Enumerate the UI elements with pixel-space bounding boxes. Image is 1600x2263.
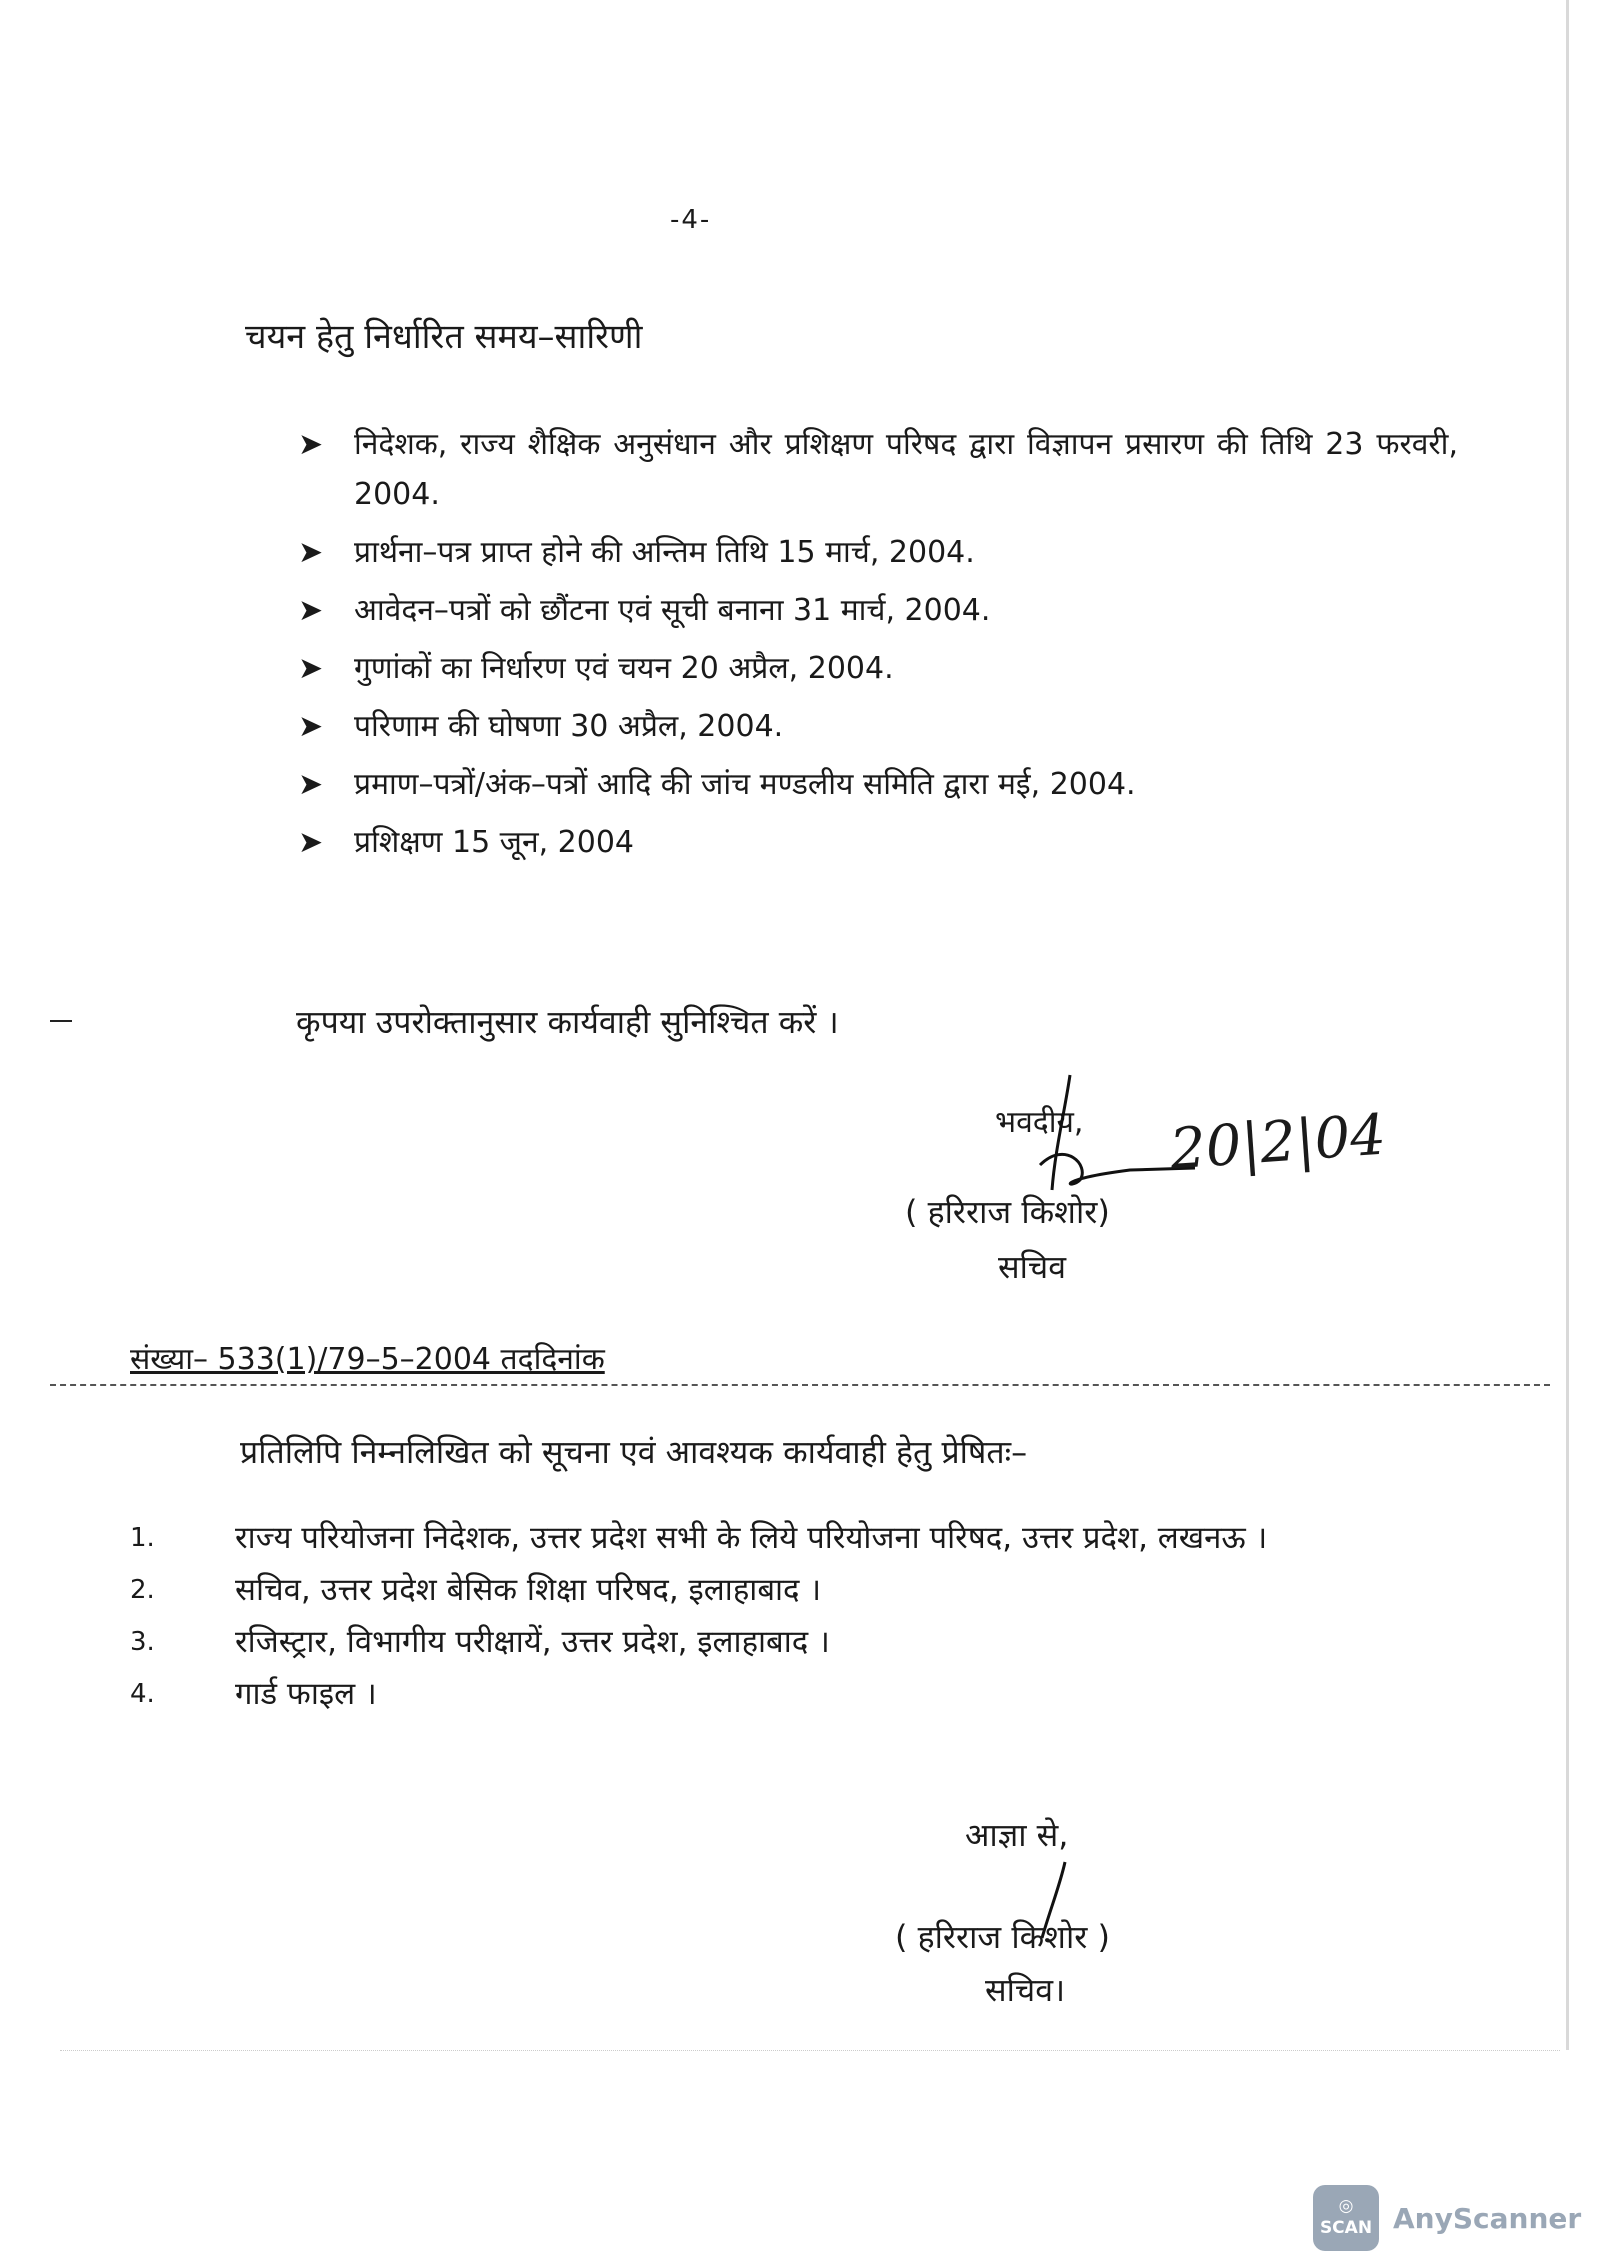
recipient-text: राज्य परियोजना निदेशक, उत्तर प्रदेश सभी के लिये परियोजना परिषद, उत्तर प्रदेश, लखनऊ । <box>235 1520 1268 1556</box>
signatory-name-2: ( हरिराज किशोर ) <box>895 1918 1110 1956</box>
copy-intro: प्रतिलिपि निम्नलिखित को सूचना एवं आवश्यक कार्यवाही हेतु प्रेषितः– <box>240 1433 1028 1471</box>
closing-by-order: आज्ञा से, <box>965 1816 1069 1854</box>
list-item <box>298 586 1458 636</box>
page-edge <box>1566 0 1569 2050</box>
schedule-item-text: प्रशिक्षण 15 जून, 2004 <box>354 825 635 860</box>
arrow-bullet-icon: ➤ <box>298 651 324 686</box>
arrow-bullet-icon: ➤ <box>298 427 324 462</box>
signatory-designation-2: सचिव। <box>985 1971 1066 2009</box>
margin-mark <box>50 1020 72 1022</box>
list-item <box>298 702 1458 752</box>
signatory-name: ( हरिराज किशोर) <box>905 1193 1110 1231</box>
scanner-brand: AnyScanner <box>1393 2201 1582 2235</box>
list-item <box>298 528 1458 578</box>
item-number: 1. <box>130 1523 155 1553</box>
recipient-text: रजिस्ट्रार, विभागीय परीक्षायें, उत्तर प्रदेश, इलाहाबाद । <box>235 1624 830 1660</box>
list-item <box>298 644 1458 694</box>
signatory-designation: सचिव <box>998 1248 1067 1286</box>
schedule-item-text: परिणाम की घोषणा 30 अप्रैल, 2004. <box>354 709 784 744</box>
arrow-bullet-icon: ➤ <box>298 767 324 802</box>
scanner-logo-text: SCAN <box>1319 2218 1373 2238</box>
item-number: 4. <box>130 1679 155 1709</box>
recipient-text: गार्ड फाइल । <box>235 1676 377 1712</box>
page-number: -4- <box>670 205 712 235</box>
item-number: 3. <box>130 1627 155 1657</box>
list-item <box>130 1567 1430 1613</box>
request-line: कृपया उपरोक्तानुसार कार्यवाही सुनिश्चित करें । <box>296 1003 839 1041</box>
schedule-item-text: प्रार्थना–पत्र प्राप्त होने की अन्तिम तिथि 15 मार्च, 2004. <box>354 535 975 570</box>
list-item <box>130 1671 1430 1717</box>
arrow-bullet-icon: ➤ <box>298 593 324 628</box>
item-number: 2. <box>130 1575 155 1605</box>
list-item <box>298 818 1458 868</box>
schedule-item-text: प्रमाण–पत्रों/अंक–पत्रों आदि की जांच मण्डलीय समिति द्वारा मई, 2004. <box>354 767 1136 802</box>
schedule-heading: चयन हेतु निर्धारित समय–सारिणी <box>245 317 643 357</box>
schedule-item-text: गुणांकों का निर्धारण एवं चयन 20 अप्रैल, 2004. <box>354 651 894 686</box>
arrow-bullet-icon: ➤ <box>298 825 324 860</box>
closing-salutation: भवदीय, <box>995 1105 1084 1140</box>
schedule-item-text: आवेदन–पत्रों को छौंटना एवं सूची बनाना 31 मार्च, 2004. <box>354 593 991 628</box>
divider <box>50 1384 1550 1386</box>
arrow-bullet-icon: ➤ <box>298 709 324 744</box>
recipient-text: सचिव, उत्तर प्रदेश बेसिक शिक्षा परिषद, इलाहाबाद । <box>235 1572 822 1608</box>
scan-edge <box>60 2050 1560 2051</box>
scanner-logo-icon: ◎ SCAN <box>1313 2185 1379 2251</box>
list-item <box>130 1619 1430 1665</box>
schedule-list <box>298 420 1458 876</box>
handwritten-date: 20|2|04 <box>1167 1102 1388 1183</box>
reference-number: संख्या– 533(1)/79–5–2004 तददिनांक <box>130 1342 605 1377</box>
list-item <box>130 1515 1430 1561</box>
schedule-item-text: निदेशक, राज्य शैक्षिक अनुसंधान और प्रशिक्षण परिषद द्वारा विज्ञापन प्रसारण की तिथि 23 फरवरी, 2004. <box>354 427 1458 512</box>
copy-recipients-list <box>130 1515 1430 1723</box>
scanner-watermark <box>1313 2185 1581 2251</box>
list-item <box>298 420 1458 520</box>
list-item <box>298 760 1458 810</box>
arrow-bullet-icon: ➤ <box>298 535 324 570</box>
